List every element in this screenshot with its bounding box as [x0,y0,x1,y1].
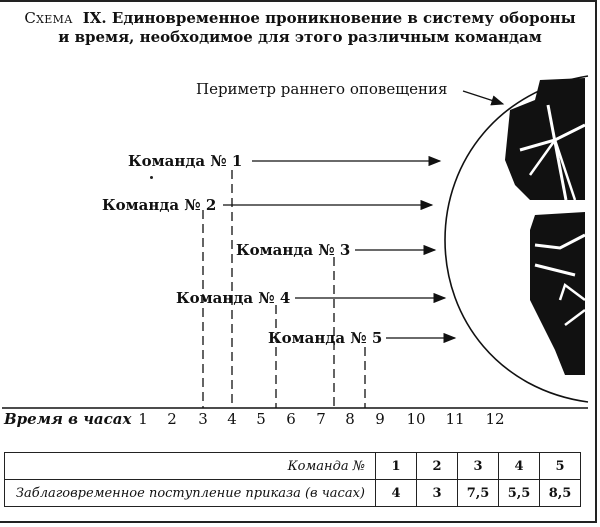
scheme-number: IX. [82,9,107,27]
tick-8: 8 [345,410,355,428]
header-cell: 4 [499,453,540,480]
tick-2: 2 [167,410,177,428]
table-header-row [5,453,581,480]
tick-10: 10 [406,410,426,428]
title-text-1: Единовременное проникновение в систему обороны [111,9,576,27]
table-row [5,480,581,507]
header-cell: 2 [417,453,458,480]
tick-12: 12 [485,410,505,428]
diagram-title-line2: и время, необходимое для этого различным командам [58,28,542,46]
team-3-label: Команда № 3 [236,241,351,259]
team-1-label: Команда № 1 [128,152,243,170]
tick-1: 1 [138,410,148,428]
stray-dot [150,176,153,179]
defense-system-blobs [505,78,585,375]
value-cell: 5,5 [499,480,540,507]
team-5-label: Команда № 5 [268,329,383,347]
header-cell: 1 [376,453,417,480]
tick-5: 5 [256,410,266,428]
team-4-label: Команда № 4 [176,289,291,307]
header-cell: 3 [458,453,499,480]
perimeter-label: Периметр раннего оповещения [196,80,448,98]
team-2-label: Команда № 2 [102,196,217,214]
axis-title: Время в часах [4,410,132,428]
row-label: Заблаговременное поступление приказа (в часах) [5,480,376,507]
tick-9: 9 [375,410,385,428]
value-cell: 8,5 [540,480,581,507]
order-lead-time-table [4,452,581,507]
header-cell: 5 [540,453,581,480]
scheme-prefix: Схема [24,9,73,27]
perimeter-pointer [463,91,503,104]
tick-4: 4 [227,410,237,428]
tick-7: 7 [316,410,326,428]
tick-6: 6 [286,410,296,428]
value-cell: 4 [376,480,417,507]
tick-3: 3 [198,410,208,428]
tick-11: 11 [445,410,465,428]
value-cell: 7,5 [458,480,499,507]
value-cell: 3 [417,480,458,507]
header-label: Команда № [5,453,376,480]
